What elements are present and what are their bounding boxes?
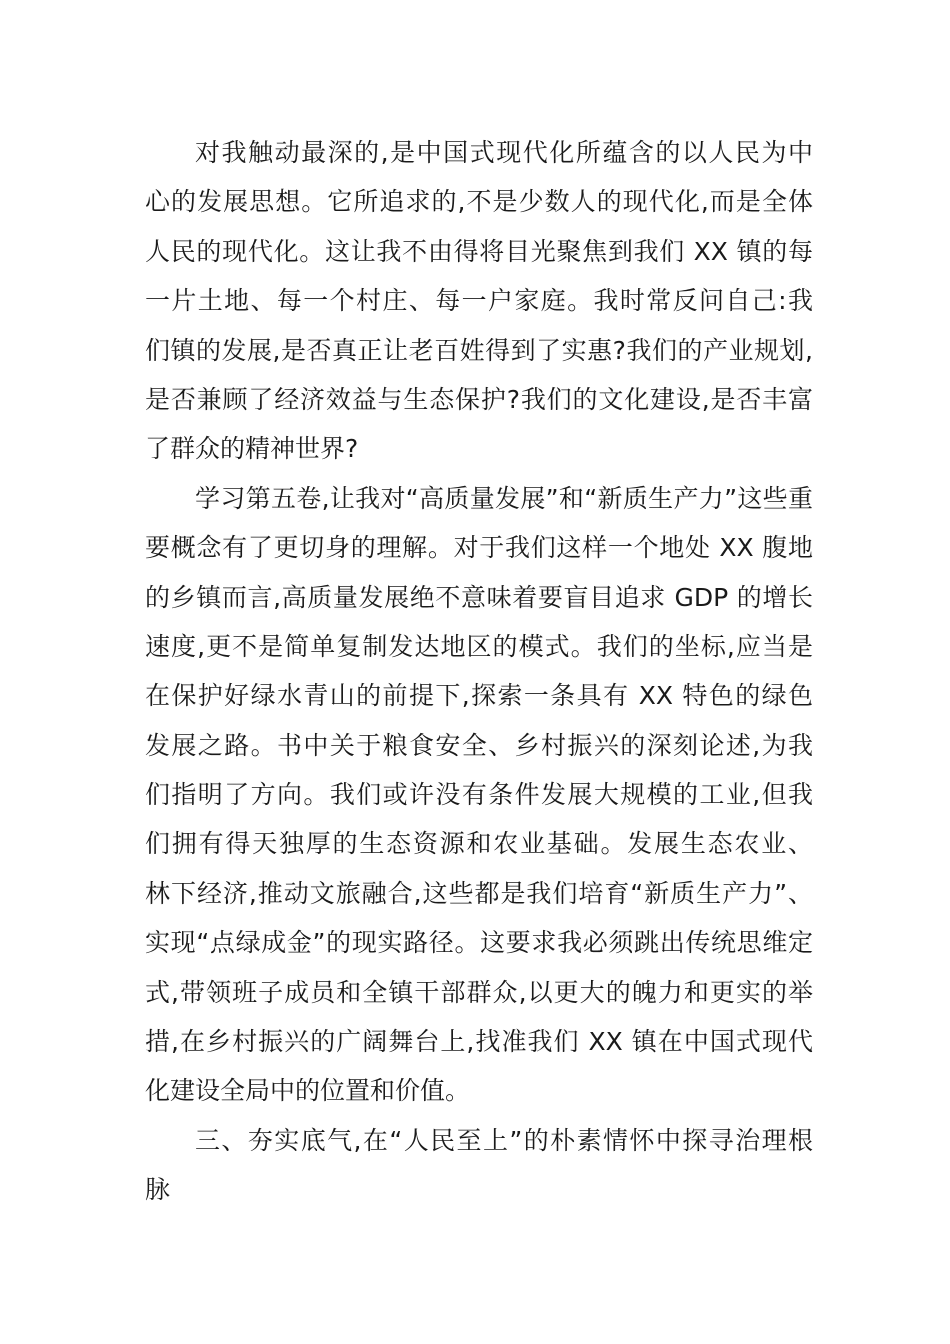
text-line: 对我触动最深的,是中国式现代化所蕴含的以人民为中 bbox=[195, 138, 813, 167]
paragraph bbox=[145, 474, 813, 1116]
text-line: 林下经济,推动文旅融合,这些都是我们培育“新质生产力”、 bbox=[145, 878, 813, 908]
text-line: 心的发展思想。它所追求的,不是少数人的现代化,而是全体 bbox=[145, 187, 813, 217]
text-line: 人民的现代化。这让我不由得将目光聚焦到我们 XX 镇的每 bbox=[145, 236, 813, 266]
text-line: 们镇的发展,是否真正让老百姓得到了实惠?我们的产业规划, bbox=[145, 335, 813, 365]
text-line: 实现“点绿成金”的现实路径。这要求我必须跳出传统思维定 bbox=[145, 928, 813, 958]
text-line: 措,在乡村振兴的广阔舞台上,找准我们 XX 镇在中国式现代 bbox=[145, 1027, 813, 1057]
text-line: 们拥有得天独厚的生态资源和农业基础。发展生态农业、 bbox=[145, 829, 813, 859]
text-line: 要概念有了更切身的理解。对于我们这样一个地处 XX 腹地 bbox=[145, 533, 813, 563]
text-line: 一片土地、每一个村庄、每一户家庭。我时常反问自己:我 bbox=[145, 286, 813, 316]
section-heading bbox=[145, 1116, 813, 1215]
text-line: 发展之路。书中关于粮食安全、乡村振兴的深刻论述,为我 bbox=[145, 730, 813, 760]
text-line: 速度,更不是简单复制发达地区的模式。我们的坐标,应当是 bbox=[145, 631, 813, 661]
text-line: 脉 bbox=[145, 1175, 171, 1205]
text-line: 在保护好绿水青山的前提下,探索一条具有 XX 特色的绿色 bbox=[145, 681, 813, 711]
paragraph bbox=[145, 128, 813, 474]
text-line: 们指明了方向。我们或许没有条件发展大规模的工业,但我 bbox=[145, 780, 813, 810]
text-line: 的乡镇而言,高质量发展绝不意味着要盲目追求 GDP 的增长 bbox=[145, 582, 813, 612]
text-line: 了群众的精神世界? bbox=[145, 434, 359, 464]
text-line: 化建设全局中的位置和价值。 bbox=[145, 1076, 471, 1106]
text-line: 是否兼顾了经济效益与生态保护?我们的文化建设,是否丰富 bbox=[145, 384, 813, 414]
text-line: 学习第五卷,让我对“高质量发展”和“新质生产力”这些重 bbox=[195, 483, 813, 513]
text-line: 三、夯实底气,在“人民至上”的朴素情怀中探寻治理根 bbox=[195, 1125, 813, 1155]
document-body bbox=[145, 128, 813, 1215]
text-line: 式,带领班子成员和全镇干部群众,以更大的魄力和更实的举 bbox=[145, 977, 813, 1007]
